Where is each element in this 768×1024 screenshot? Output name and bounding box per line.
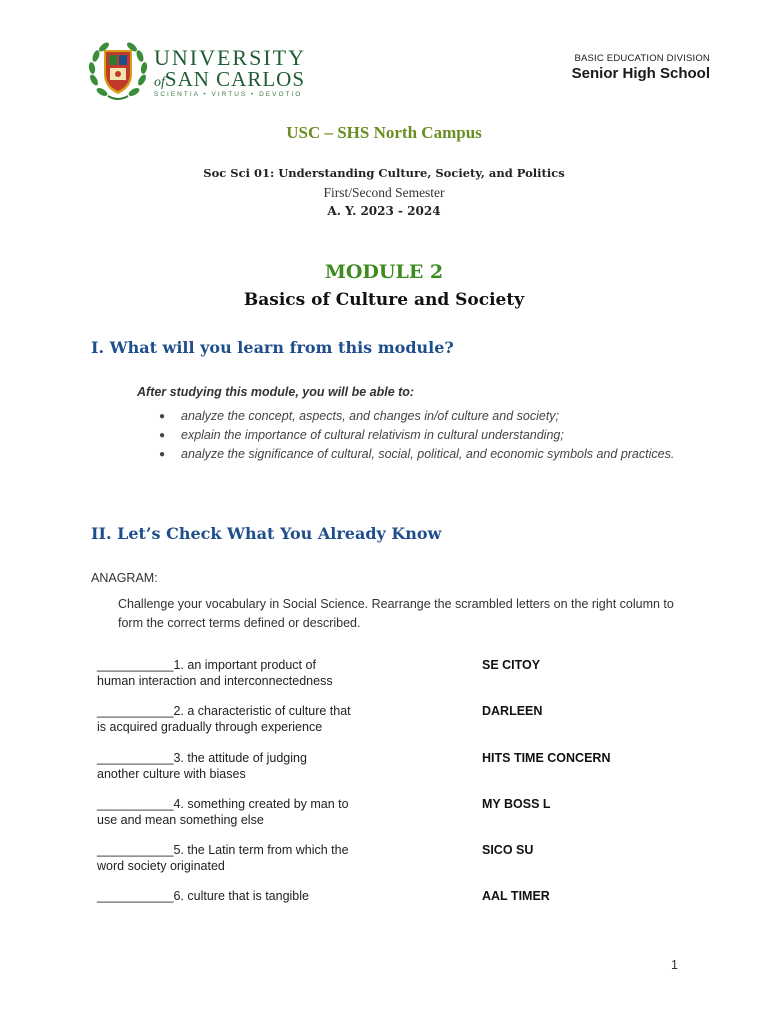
answer-blank[interactable]: ___________ — [97, 658, 174, 672]
anagram-item — [97, 703, 697, 749]
objectives-list — [159, 407, 679, 464]
objective-item — [159, 445, 679, 464]
university-logo — [88, 40, 306, 104]
scrambled-word: SICO SU — [482, 843, 534, 858]
item-description — [97, 888, 397, 904]
item-text-continued: is acquired gradually through experience — [97, 720, 323, 735]
division-label — [572, 53, 710, 83]
bullet-icon: ● — [159, 430, 166, 441]
module-number: MODULE 2 — [324, 261, 444, 283]
scrambled-word: MY BOSS L — [482, 796, 551, 811]
objectives-intro: After studying this module, you will be able to: — [137, 385, 415, 399]
anagram-instructions: Challenge your vocabulary in Social Science. Rearrange the scrambled letters on the right column to form the correct terms defined or described. — [118, 597, 674, 630]
school-name: Senior High School — [571, 65, 710, 82]
objective-text: analyze the significance of cultural, social, political, and economic symbols and practices. — [181, 447, 675, 461]
objective-text: explain the importance of cultural relativism in cultural understanding; — [181, 428, 564, 442]
item-text-continued: another culture with biases — [97, 766, 246, 781]
scrambled-word: SE CITOY — [482, 658, 541, 672]
anagram-item — [97, 750, 697, 796]
section-1-heading: I. What will you learn from this module? — [91, 338, 454, 357]
scrambled-word: DARLEEN — [482, 704, 543, 719]
anagram-item — [97, 888, 697, 934]
item-text: 2. a characteristic of culture that — [173, 704, 351, 719]
item-text: 1. an important product of — [173, 658, 316, 672]
university-seal-icon — [88, 40, 148, 102]
item-text: 5. the Latin term from which the — [173, 843, 349, 858]
module-title: Basics of Culture and Society — [243, 290, 525, 310]
anagram-item — [97, 657, 697, 703]
item-description — [97, 703, 397, 735]
division-name: BASIC EDUCATION DIVISION — [574, 53, 710, 64]
item-text: 6. culture that is tangible — [173, 889, 309, 904]
scrambled-word: HITS TIME CONCERN — [482, 750, 611, 765]
university-of: of — [154, 75, 165, 90]
item-text-continued: word society originated — [97, 859, 225, 874]
answer-blank[interactable]: ___________ — [97, 750, 174, 765]
bullet-icon: ● — [159, 449, 166, 460]
bullet-icon: ● — [159, 411, 166, 422]
item-text-continued: use and mean something else — [97, 812, 264, 827]
answer-blank[interactable]: ___________ — [97, 843, 174, 858]
item-text: 3. the attitude of judging — [173, 750, 307, 765]
answer-blank[interactable]: ___________ — [97, 889, 174, 904]
item-description — [97, 796, 397, 828]
course-title: Soc Sci 01: Understanding Culture, Society, and Politics — [203, 166, 565, 180]
academic-year: A. Y. 2023 - 2024 — [327, 204, 441, 218]
university-name: UNIVERSITY — [154, 45, 306, 70]
answer-blank[interactable]: ___________ — [97, 704, 174, 719]
page-number: 1 — [671, 958, 678, 972]
campus-title: USC – SHS North Campus — [286, 123, 482, 142]
item-description — [97, 750, 397, 782]
anagram-item — [97, 796, 697, 842]
university-subname-text: SAN CARLOS — [164, 67, 306, 91]
item-text-continued: human interaction and interconnectedness — [97, 674, 333, 688]
semester-label: First/Second Semester — [323, 185, 445, 200]
item-text: 4. something created by man to — [173, 796, 349, 811]
objective-text: analyze the concept, aspects, and changes in/of culture and society; — [181, 409, 560, 423]
item-description — [97, 657, 397, 689]
item-description — [97, 842, 397, 874]
section-2-heading: II. Let’s Check What You Already Know — [91, 524, 442, 543]
university-motto: SCIENTIA • VIRTUS • DEVOTIO — [154, 91, 303, 98]
anagram-items — [97, 657, 697, 935]
objective-item — [159, 407, 679, 426]
objective-item — [159, 426, 679, 445]
anagram-item — [97, 842, 697, 888]
anagram-label: ANAGRAM: — [91, 571, 158, 585]
scrambled-word: AAL TIMER — [482, 889, 550, 904]
answer-blank[interactable]: ___________ — [97, 796, 174, 811]
